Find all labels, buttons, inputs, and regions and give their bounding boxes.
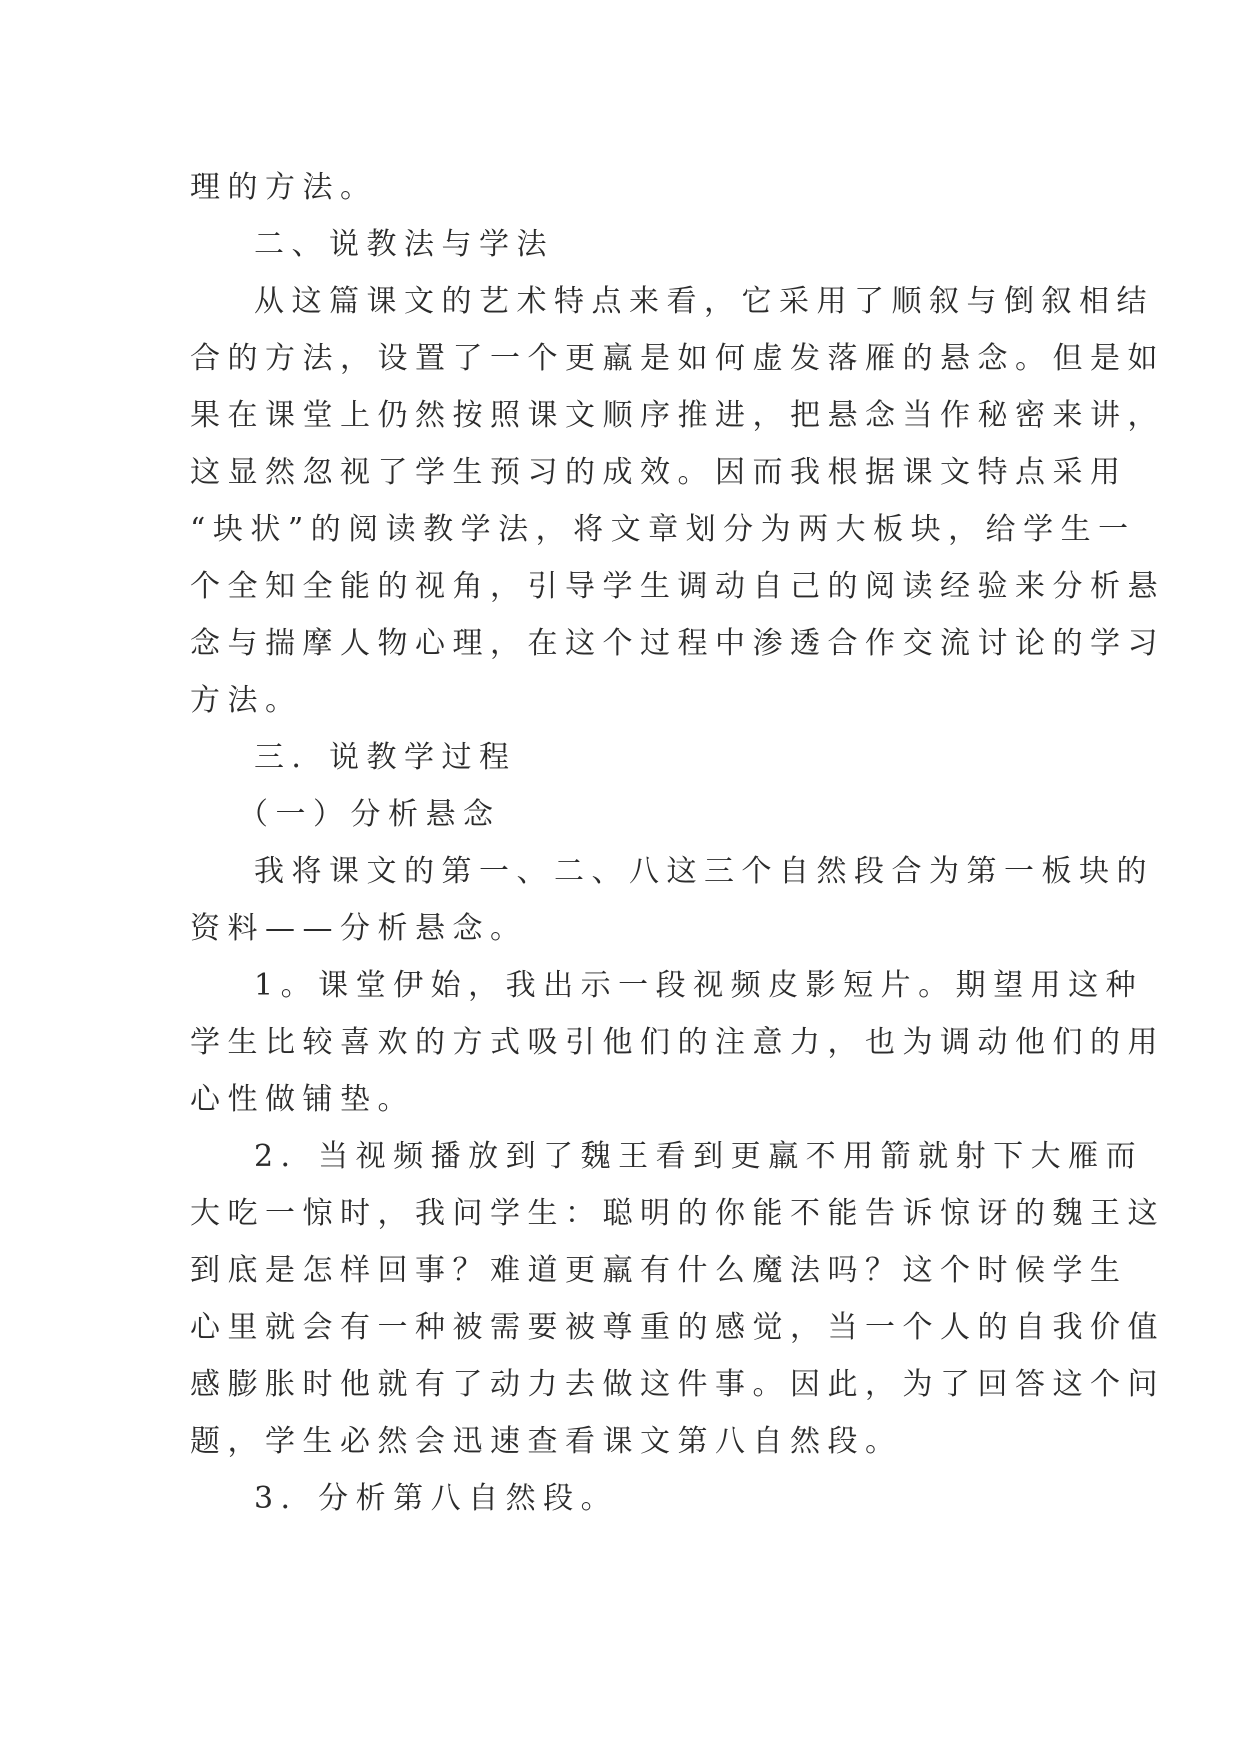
paragraph-line: “块状”的阅读教学法，将文章划分为两大板块，给学生一 bbox=[190, 512, 1136, 547]
paragraph-line: 题，学生必然会迅速查看课文第八自然段。 bbox=[190, 1424, 903, 1459]
paragraph-line: 心里就会有一种被需要被尊重的感觉，当一个人的自我价值 bbox=[190, 1310, 1165, 1345]
paragraph-line: 方法。 bbox=[190, 683, 303, 718]
paragraph-line: 个全知全能的视角，引导学生调动自己的阅读经验来分析悬 bbox=[190, 569, 1165, 604]
paragraph-line: 理的方法。 bbox=[190, 170, 378, 205]
paragraph-line: 我将课文的第一、二、八这三个自然段合为第一板块的 bbox=[254, 854, 1154, 889]
paragraph-line: 资料——分析悬念。 bbox=[190, 911, 528, 946]
paragraph-line: 合的方法，设置了一个更羸是如何虚发落雁的悬念。但是如 bbox=[190, 341, 1165, 376]
paragraph-line: 感膨胀时他就有了动力去做这件事。因此，为了回答这个问 bbox=[190, 1367, 1165, 1402]
paragraph-line: 这显然忽视了学生预习的成效。因而我根据课文特点采用 bbox=[190, 455, 1128, 490]
document-body bbox=[190, 159, 1165, 1527]
paragraph-line: 从这篇课文的艺术特点来看，它采用了顺叙与倒叙相结 bbox=[254, 284, 1154, 319]
paragraph-line: 心性做铺垫。 bbox=[190, 1082, 415, 1117]
paragraph-line: 大吃一惊时，我问学生：聪明的你能不能告诉惊讶的魏王这 bbox=[190, 1196, 1165, 1231]
section-heading-teaching-methods: 二、说教法与学法 bbox=[254, 227, 554, 262]
numbered-item-2: 2．当视频播放到了魏王看到更羸不用箭就射下大雁而 bbox=[254, 1139, 1144, 1174]
paragraph-line: 果在课堂上仍然按照课文顺序推进，把悬念当作秘密来讲， bbox=[190, 398, 1165, 433]
numbered-item-1: 1。课堂伊始，我出示一段视频皮影短片。期望用这种 bbox=[254, 968, 1144, 1003]
paragraph-line: 念与揣摩人物心理，在这个过程中渗透合作交流讨论的学习 bbox=[190, 626, 1165, 661]
paragraph-line: 到底是怎样回事？难道更羸有什么魔法吗？这个时候学生 bbox=[190, 1253, 1128, 1288]
paragraph-line: 学生比较喜欢的方式吸引他们的注意力，也为调动他们的用 bbox=[190, 1025, 1165, 1060]
numbered-item-3: 3．分析第八自然段。 bbox=[254, 1481, 619, 1516]
section-heading-teaching-process: 三．说教学过程 bbox=[254, 740, 517, 775]
subsection-heading-analyze-suspense: （一）分析悬念 bbox=[238, 797, 501, 832]
